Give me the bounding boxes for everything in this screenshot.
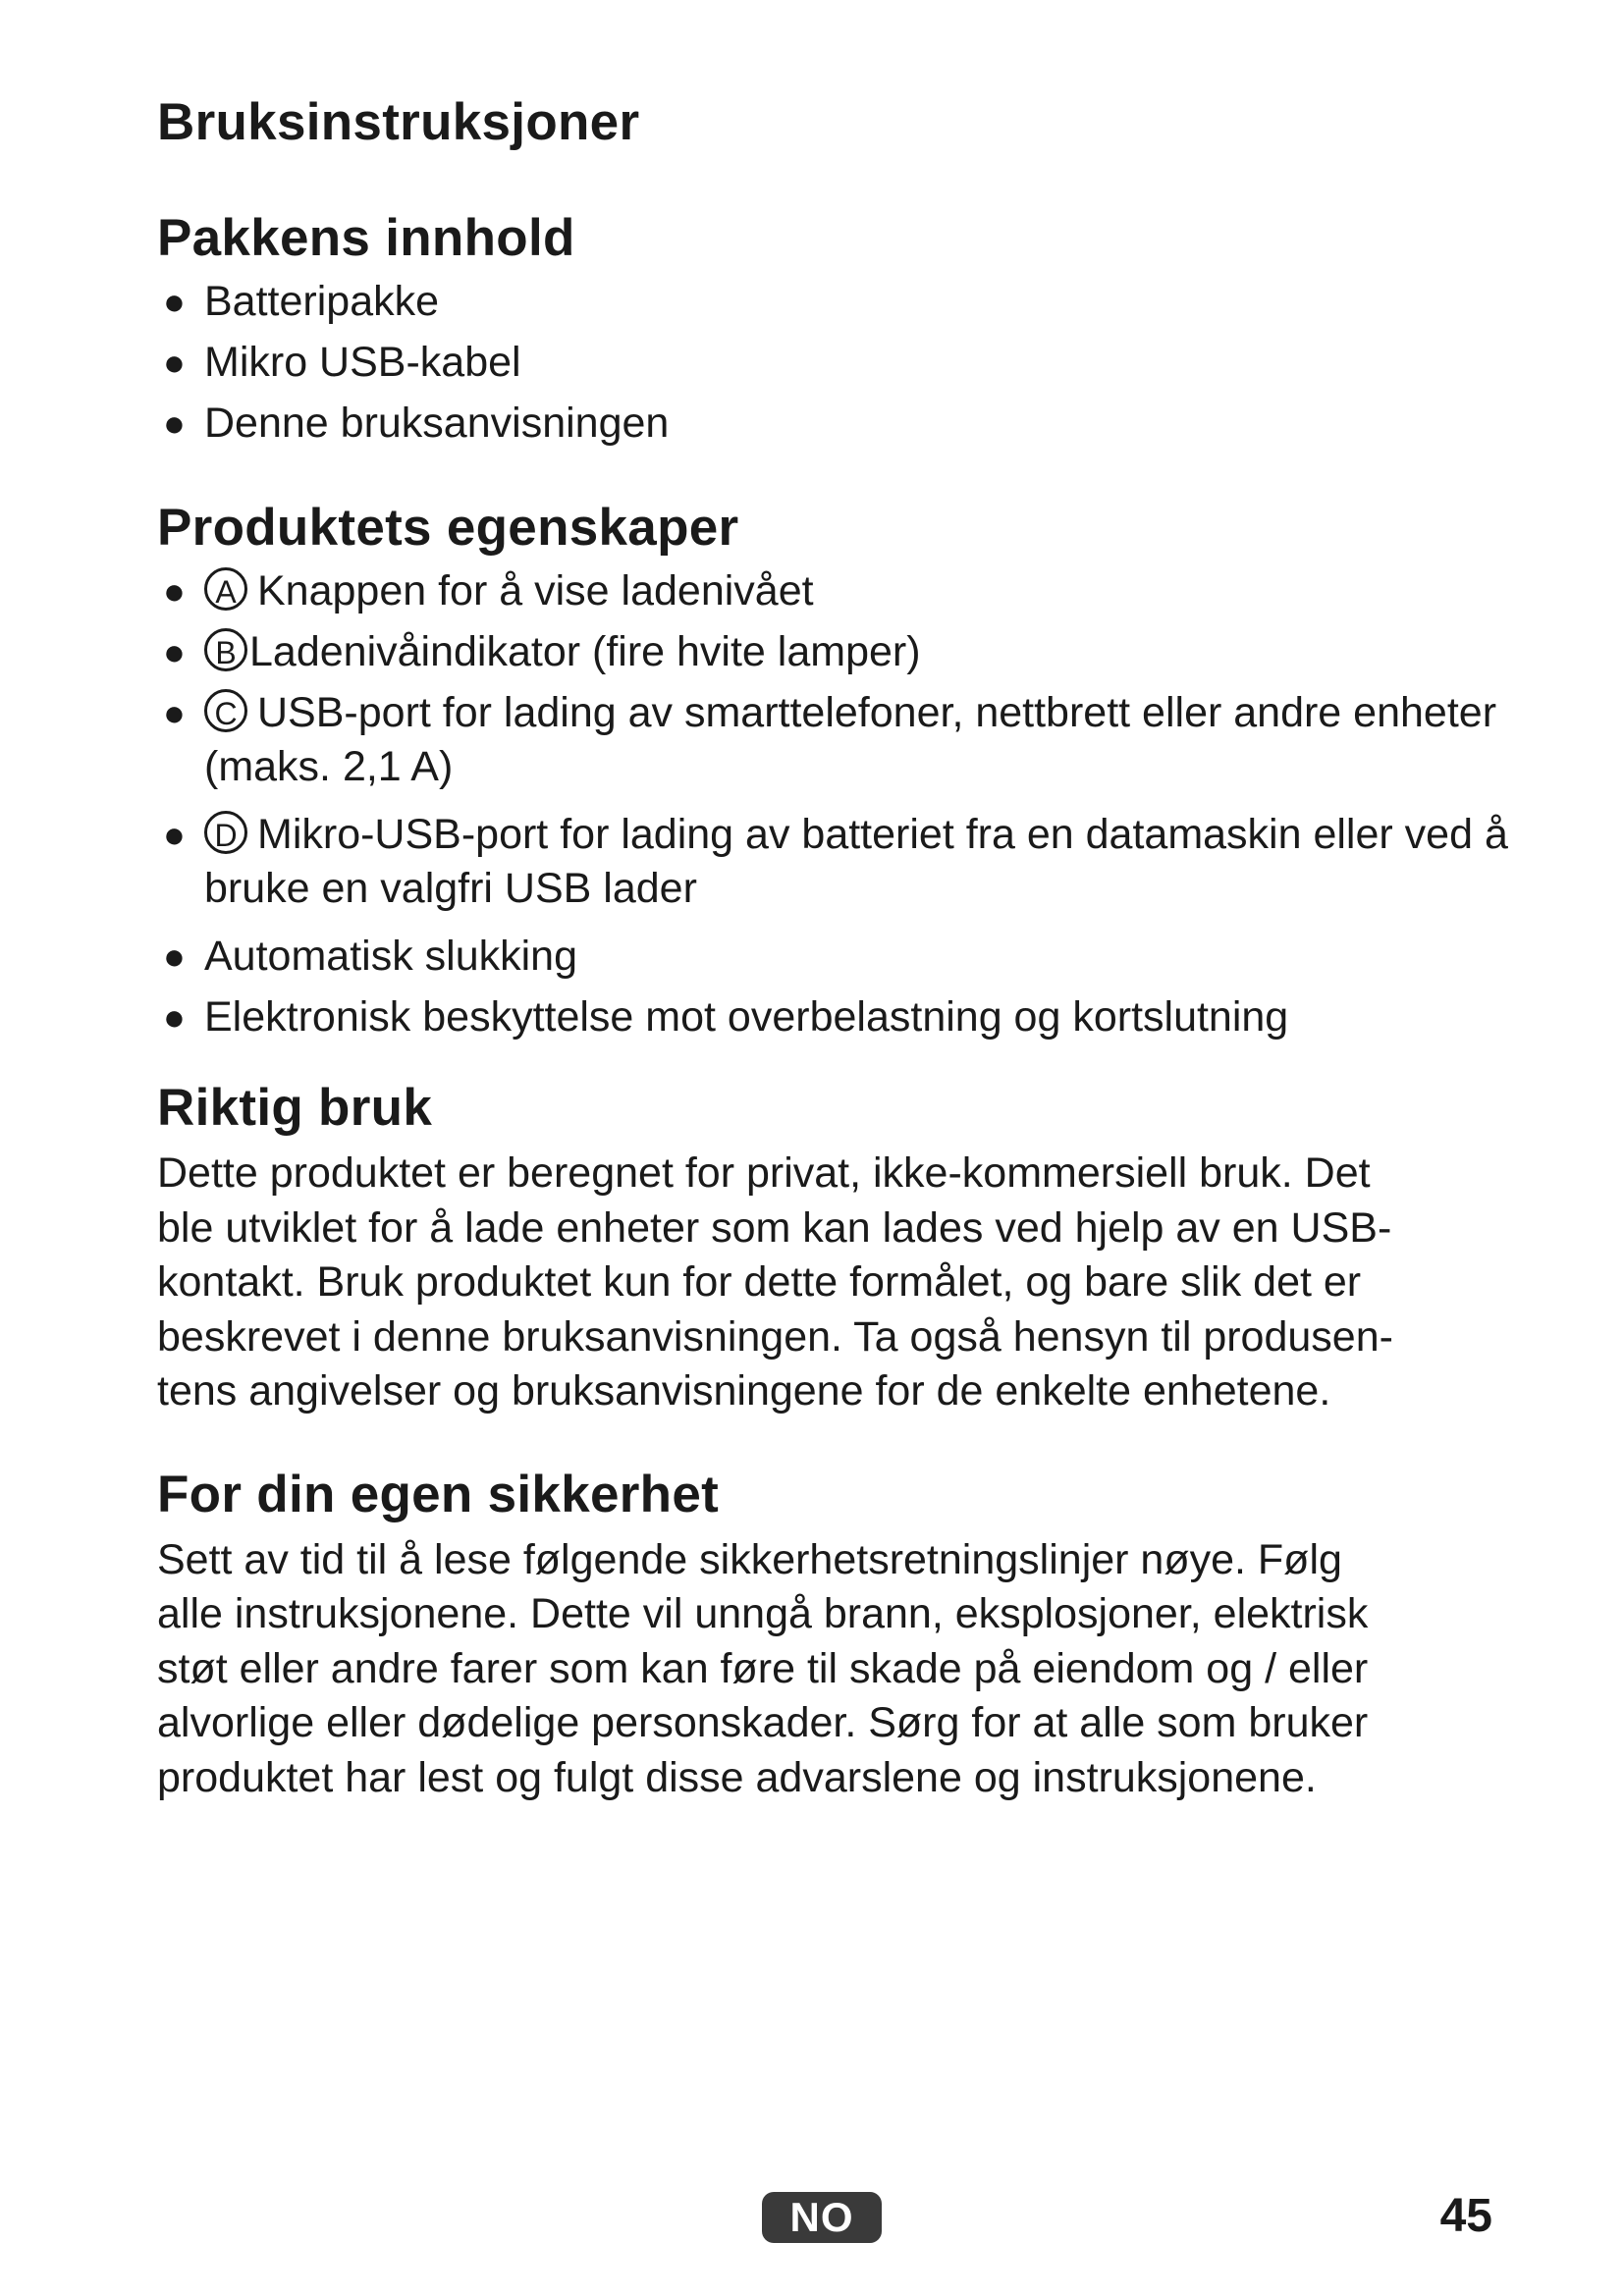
product-features-list [157,564,1532,1044]
circled-letter-c-icon: C [204,689,247,732]
list-item: ● B Ladenivåindikator (fire hvite lamper) [157,625,1532,679]
document-page [157,88,1532,1805]
bullet-icon: ● [163,632,186,673]
product-features-heading: Produktets egenskaper [157,499,739,557]
document-title: Bruksinstruksjoner [157,93,640,151]
circled-letter-a-icon: A [204,567,247,611]
bullet-icon: ● [163,997,186,1039]
safety-heading: For din egen sikkerhet [157,1465,720,1523]
list-item: ● Denne bruksanvisningen [157,397,1532,451]
list-item: ● D Mikro-USB-port for lading av batteriet fra en datamaskin eller ved å bruke en valgfri USB lader [157,808,1532,916]
circled-letter-d-icon: D [204,811,247,854]
bullet-icon: ● [163,403,186,445]
bullet-icon: ● [163,343,186,384]
list-item: ● Batteripakke [157,275,1532,329]
bullet-icon: ● [163,571,186,613]
package-contents-heading: Pakkens innhold [157,209,575,267]
bullet-icon: ● [163,282,186,323]
list-item: ● Mikro USB-kabel [157,336,1532,390]
intended-use-heading: Riktig bruk [157,1079,433,1137]
circled-letter-b-icon: B [204,628,247,671]
package-contents-list [157,275,1532,451]
page-number: 45 [1439,2190,1492,2242]
bullet-icon: ● [163,693,186,734]
list-item: ● Elektronisk beskyttelse mot overbelastning og kortslutning [157,990,1532,1044]
list-item: ● C USB-port for lading av smarttelefoner, nettbrett eller andre enheter (maks. 2,1 A) [157,686,1532,794]
language-badge: NO [762,2192,882,2243]
intended-use-paragraph: Dette produktet er beregnet for privat, ikke-kommersiell bruk. Det ble utviklet for å lade enheter som kan lades ved hjelp av en USB- kontakt. Bruk produktet kun for dette formålet, og bare slik det er beskrevet i denne bruksanvisningen. Ta også hensyn til produsen- tens angivelser og bruksanvisningene for de enkelte enhetene. [157,1149,1393,1415]
bullet-icon: ● [163,936,186,978]
list-item: ● Automatisk slukking [157,930,1532,984]
bullet-icon: ● [163,815,186,856]
safety-paragraph: Sett av tid til å lese følgende sikkerhetsretningslinjer nøye. Følg alle instruksjonene. Dette vil unngå brann, eksplosjoner, elektrisk støt eller andre farer som kan føre til skade på eiendom og / eller alvorlige eller dødelige personskader. Sørg for at alle som bruker produktet har lest og fulgt disse advarslene og instruksjonene. [157,1535,1369,1801]
list-item: ● A Knappen for å vise ladenivået [157,564,1532,618]
